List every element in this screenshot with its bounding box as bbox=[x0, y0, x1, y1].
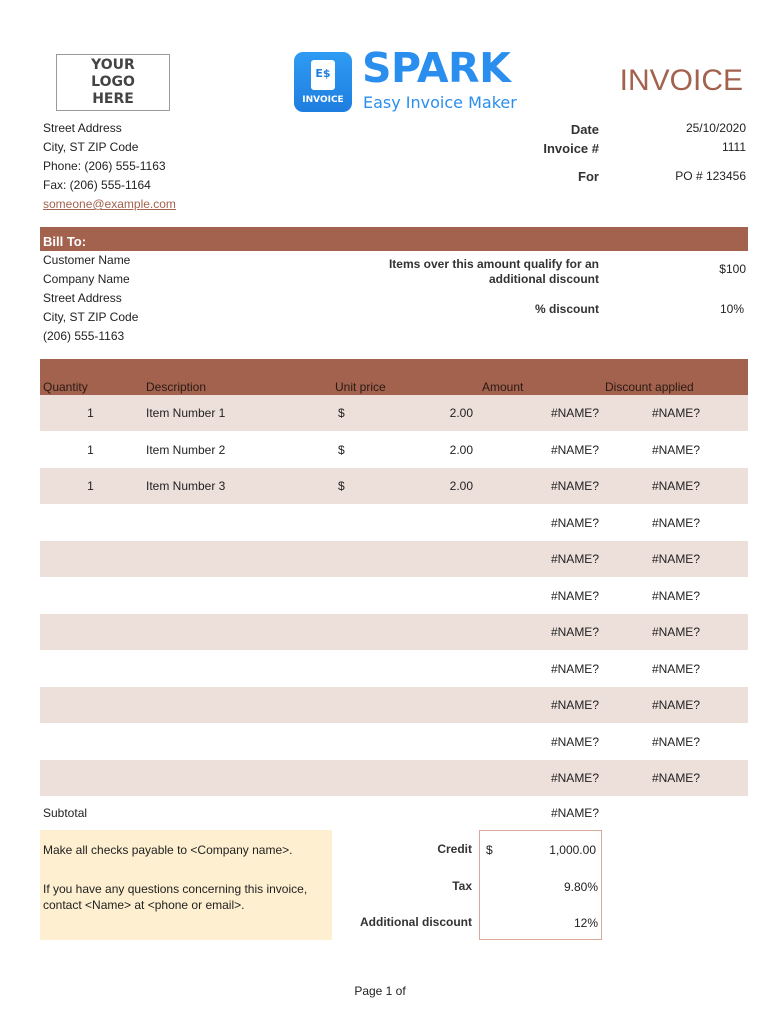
table-row bbox=[40, 651, 748, 687]
table-row bbox=[40, 432, 748, 468]
cell-quantity bbox=[40, 687, 141, 723]
logo-text: YOUR LOGO HERE bbox=[91, 57, 135, 107]
cell-unit-price: 2.00 bbox=[449, 479, 473, 493]
table-row bbox=[40, 578, 748, 614]
cell-discount-applied: #NAME? bbox=[651, 661, 700, 676]
notes-contact bbox=[43, 881, 307, 913]
subtotal-label: Subtotal bbox=[43, 806, 88, 820]
cell-discount-applied: #NAME? bbox=[651, 588, 700, 603]
col-discount-applied: Discount applied bbox=[605, 380, 694, 394]
invoice-number-value: 1111 bbox=[721, 140, 746, 154]
cell-unit-price bbox=[380, 578, 473, 614]
credit-value: 1,000.00 bbox=[549, 843, 596, 857]
table-row bbox=[40, 395, 748, 431]
cell-currency bbox=[338, 651, 358, 687]
cell-discount-applied: #NAME? bbox=[651, 515, 700, 530]
cell-quantity: 1 bbox=[87, 442, 94, 457]
cell-description bbox=[146, 760, 326, 796]
discount-threshold-label bbox=[330, 257, 599, 287]
credit-label: Credit bbox=[437, 842, 472, 856]
subtotal-value: #NAME? bbox=[550, 806, 599, 820]
credit-currency: $ bbox=[486, 843, 493, 857]
additional-discount-label: Additional discount bbox=[360, 915, 472, 929]
cell-unit-price bbox=[380, 760, 473, 796]
cell-currency bbox=[338, 541, 358, 577]
cell-unit-price bbox=[380, 505, 473, 541]
cell-currency bbox=[338, 505, 358, 541]
bill-to-line: Company Name bbox=[43, 272, 130, 286]
notes-line-3: contact <Name> at <phone or email>. bbox=[43, 898, 245, 912]
cell-discount-applied: #NAME? bbox=[651, 479, 700, 493]
notes-line-2: If you have any questions concerning this invoice, bbox=[43, 882, 308, 896]
table-row bbox=[40, 541, 748, 577]
cell-amount: #NAME? bbox=[550, 588, 599, 603]
cell-unit-price bbox=[380, 614, 473, 650]
brand-name: SPARK bbox=[362, 44, 511, 92]
cell-discount-applied: #NAME? bbox=[651, 734, 700, 749]
cell-description: Item Number 2 bbox=[146, 442, 226, 457]
cell-unit-price bbox=[380, 724, 473, 760]
cell-description bbox=[146, 724, 326, 760]
discount-threshold-line-1: Items over this amount qualify for an bbox=[388, 257, 599, 271]
bill-to-header: Bill To: bbox=[40, 227, 748, 251]
cell-amount: #NAME? bbox=[550, 442, 599, 457]
cell-amount: #NAME? bbox=[550, 734, 599, 749]
percent-discount-label: % discount bbox=[534, 302, 599, 316]
cell-description bbox=[146, 541, 326, 577]
cell-unit-price: 2.00 bbox=[449, 406, 473, 420]
discount-threshold-line-2: additional discount bbox=[489, 272, 599, 286]
table-row bbox=[40, 760, 748, 796]
cell-currency bbox=[338, 614, 358, 650]
spark-icon-label: INVOICE bbox=[302, 95, 344, 105]
table-row bbox=[40, 505, 748, 541]
invoice-number-label: Invoice # bbox=[543, 141, 599, 156]
cell-quantity bbox=[40, 760, 141, 796]
cell-discount-applied: #NAME? bbox=[651, 406, 700, 420]
table-row bbox=[40, 687, 748, 723]
sender-address bbox=[43, 119, 293, 214]
sender-email[interactable]: someone@example.com bbox=[43, 197, 176, 211]
sender-city: City, ST ZIP Code bbox=[43, 140, 139, 154]
cell-amount: #NAME? bbox=[550, 698, 599, 712]
cell-quantity bbox=[40, 651, 141, 687]
receipt-icon: E$ bbox=[311, 60, 335, 90]
for-label: For bbox=[578, 169, 599, 184]
cell-unit-price bbox=[380, 541, 473, 577]
cell-amount: #NAME? bbox=[550, 479, 599, 493]
percent-discount-value: 10% bbox=[719, 302, 744, 316]
items-table-header bbox=[40, 359, 748, 395]
cell-description bbox=[146, 651, 326, 687]
cell-description bbox=[146, 578, 326, 614]
cell-currency bbox=[338, 724, 358, 760]
table-row bbox=[40, 724, 748, 760]
totals-box bbox=[479, 830, 602, 940]
cell-amount: #NAME? bbox=[550, 515, 599, 530]
col-description: Description bbox=[146, 380, 207, 394]
payment-notes bbox=[40, 830, 332, 940]
col-quantity: Quantity bbox=[43, 380, 88, 394]
col-amount: Amount bbox=[482, 380, 524, 394]
cell-currency: $ bbox=[338, 479, 345, 493]
cell-amount: #NAME? bbox=[550, 771, 599, 785]
cell-quantity bbox=[40, 724, 141, 760]
cell-quantity bbox=[40, 505, 141, 541]
cell-currency: $ bbox=[338, 442, 345, 457]
tax-label: Tax bbox=[452, 879, 472, 893]
invoice-title: INVOICE bbox=[619, 64, 743, 97]
cell-currency bbox=[338, 760, 358, 796]
table-row bbox=[40, 614, 748, 650]
col-unit-price: Unit price bbox=[335, 380, 386, 394]
cell-quantity bbox=[40, 614, 141, 650]
cell-quantity bbox=[40, 541, 141, 577]
date-value: 25/10/2020 bbox=[685, 121, 746, 135]
cell-currency: $ bbox=[338, 406, 345, 420]
cell-description: Item Number 1 bbox=[146, 406, 226, 420]
tax-value: 9.80% bbox=[563, 880, 598, 894]
cell-quantity bbox=[40, 578, 141, 614]
spark-invoice-icon bbox=[294, 52, 352, 112]
sender-street: Street Address bbox=[43, 121, 122, 135]
cell-amount: #NAME? bbox=[550, 552, 599, 566]
bill-to-line: (206) 555-1163 bbox=[43, 329, 125, 343]
sender-phone: Phone: (206) 555-1163 bbox=[43, 159, 166, 173]
page-number: Page 1 of bbox=[354, 984, 406, 998]
cell-currency bbox=[338, 578, 358, 614]
cell-discount-applied: #NAME? bbox=[651, 771, 700, 785]
bill-to-line: City, ST ZIP Code bbox=[43, 310, 139, 324]
discount-threshold-value: $100 bbox=[719, 262, 746, 276]
cell-amount: #NAME? bbox=[550, 406, 599, 420]
cell-discount-applied: #NAME? bbox=[651, 552, 700, 566]
cell-currency bbox=[338, 687, 358, 723]
bill-to-line: Customer Name bbox=[43, 253, 131, 267]
for-value: PO # 123456 bbox=[675, 169, 746, 183]
date-label: Date bbox=[570, 122, 599, 137]
cell-discount-applied: #NAME? bbox=[651, 442, 700, 457]
cell-quantity: 1 bbox=[87, 479, 94, 493]
cell-description bbox=[146, 614, 326, 650]
bill-to-line: Street Address bbox=[43, 291, 122, 305]
logo-placeholder bbox=[56, 54, 170, 111]
additional-discount-value: 12% bbox=[573, 916, 598, 930]
brand-tagline: Easy Invoice Maker bbox=[363, 93, 517, 112]
cell-amount: #NAME? bbox=[550, 661, 599, 676]
cell-unit-price: 2.00 bbox=[449, 442, 473, 457]
notes-line-1: Make all checks payable to <Company name>. bbox=[43, 843, 293, 857]
cell-description bbox=[146, 687, 326, 723]
cell-description bbox=[146, 505, 326, 541]
cell-quantity: 1 bbox=[87, 406, 94, 420]
bill-to-address bbox=[43, 251, 293, 346]
cell-discount-applied: #NAME? bbox=[651, 698, 700, 712]
cell-discount-applied: #NAME? bbox=[651, 625, 700, 639]
cell-amount: #NAME? bbox=[550, 625, 599, 639]
cell-unit-price bbox=[380, 687, 473, 723]
sender-fax: Fax: (206) 555-1164 bbox=[43, 178, 151, 192]
table-row bbox=[40, 468, 748, 504]
cell-unit-price bbox=[380, 651, 473, 687]
cell-description: Item Number 3 bbox=[146, 479, 226, 493]
